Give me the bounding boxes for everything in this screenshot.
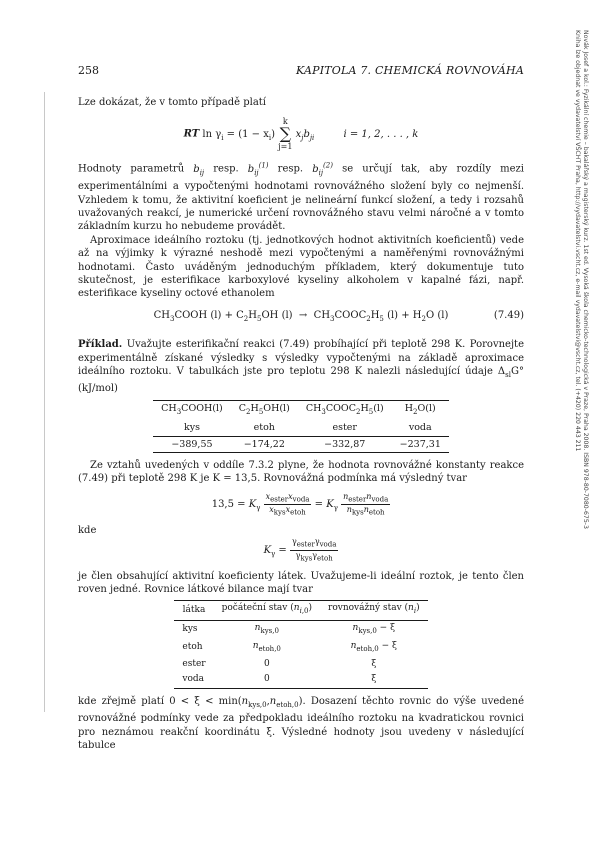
- table1-header: $CH_3COOC_2H_5(l)$: [298, 400, 392, 420]
- table2-cell: ester: [182, 658, 206, 669]
- page-header: [78, 64, 524, 80]
- equilibrium-condition: $13,5 = K_\gamma$ $\frac{x_{ester}x_{voda}}{x_{kys}x_{etoh}}$ = $K_\gamma$ $\frac{n_{ester}n_{voda}}{n_{kys}n_{etoh}}$: [211, 491, 389, 517]
- table2-cell: ξ: [371, 658, 377, 669]
- table1-header: $H_2O(l)$: [392, 400, 449, 420]
- paragraph-1: Hodnoty parametrů $b_{ij}$ resp. $b_{ij}^{(1)}$ resp. $b_{ij}^{(2)}$ se určují tak, aby rozdíly mezi experimentálními a vypočtenými hodnotami rovnovážného složení byly co nejmenší. Vzhledem k tomu, že aktivitní koeficient je nelineární funkcí složení, a tedy i rozsahů uvažovaných reakcí, je numerické určení rovnovážného stavu velmi náročné a v tomto základním kurzu ho nebudeme provádět.: [78, 161, 524, 233]
- equation-number: (7.49): [493, 309, 524, 321]
- table2-cell: etoh: [182, 642, 203, 653]
- table1-header: $C_2H_5OH(l)$: [231, 400, 298, 420]
- table2-cell: 0: [214, 672, 320, 688]
- reaction-equation: $CH_3COOH$ $(l) + C_2H_5OH$ $(l) \to CH_3COOC_2H_5$ $(l) + H_2O$ (l) (7.49): [153, 309, 524, 323]
- intro-text: Lze dokázat, že v tomto případě platí: [78, 97, 267, 108]
- paragraph-2: Aproximace ideálního roztoku (tj. jednotkových hodnot aktivitních koeficientů) vede až na výjimky k výrazné neshodě mezi vypočtenými a naměřenými rovnovážnými hodnotami. Často uváděným jednoduchým příkladem, který dokumentuje tuto skutečnost, je esterifikace karboxylové kyseliny alkoholem v kapalné fázi, např. esterifikace kyseliny octové ethanolem: [78, 234, 524, 300]
- chapter-title: KAPITOLA 7. CHEMICKÁ ROVNOVÁHA: [295, 64, 524, 77]
- page-number: 258: [78, 64, 99, 77]
- table2-cell: ξ: [320, 672, 428, 688]
- table1-value: −174,22: [231, 436, 298, 452]
- table1-value: −332,87: [298, 436, 392, 452]
- paragraph-3: Ze vztahů uvedených v oddíle 7.3.2 plyne, že hodnota rovnovážné konstanty reakce (7.49) při teplotě 298 K je K = 13,5. Rovnovážná podmínka má výsledný tvar: [78, 459, 524, 485]
- eq1-rt: RT: [183, 128, 200, 140]
- margin-rule: [44, 92, 45, 712]
- table2-cell: kys: [182, 623, 198, 634]
- kde-text: kde: [78, 524, 97, 536]
- table2-cell: voda: [174, 672, 213, 688]
- table2-cell: $n_{etoh,0}$: [252, 640, 281, 653]
- side-note: [563, 30, 589, 630]
- table1-header: $CH_3COOH(l)$: [153, 400, 231, 420]
- eq1-range: i = 1, 2, . . . , k: [343, 128, 419, 140]
- paragraph-4: je člen obsahující aktivitní koeficienty látek. Uvažujeme-li ideální roztok, je tento člen roven jedné. Rovnice látkové bilance mají tvar: [78, 570, 524, 595]
- table1-name: etoh: [253, 422, 275, 434]
- activity-term: $K_\gamma$ = $\frac{\gamma_{ester}\gamma_{voda}}{\gamma_{kys}\gamma_{etoh}}$: [263, 537, 337, 563]
- gibbs-energy-table: [153, 400, 449, 453]
- page-content: [78, 96, 524, 752]
- side-note-line-2: Kniha lze objednat ve vydavatelství VŠCHT Praha, http://vydavatelstvi.vscht.cz, e-mail vydavatelstvi@vscht.cz, tel. (+420) 220 443 211: [574, 30, 581, 452]
- table2-cell: $n_{kys,0}$: [254, 622, 279, 635]
- paragraph-5: kde zřejmě platí $0 < \xi < \min(n_{kys,0},n_{etoh,0})$. Dosazení těchto rovnic do výše uvedené rovnovážné podmínky vede za předpokladu ideálního roztoku na kvadratickou rovnici pro neznámou reakční koordinátu ξ. Výsledné hodnoty jsou uvedeny v následující tabulce: [78, 695, 524, 751]
- balance-table: [174, 600, 427, 688]
- side-note-line-1: Novák Josef a kol.: Fyzikální chemie – bakalářský a magisterský kurz. 1st ed. Vysoká škola chemicko-technologická v Praze, Praha 2008. ISBN 978-80-7080-675-3: [582, 30, 589, 529]
- table1-name: voda: [408, 422, 432, 434]
- example-paragraph: Příklad. Uvažujte esterifikační reakci (7.49) probíhající při teplotě 298 K. Porovnejte experimentálně získané výsledky s výsledky vypočtenými na základě aproximace ideálního roztoku. V tabulkách jste pro teplotu 298 K nalezli následující údaje $\Delta_{sl}G^\circ$ (kJ/mol): [78, 339, 524, 395]
- table2-header: počáteční stav $(n_{i,0})$: [214, 601, 320, 620]
- table1-value: −237,31: [392, 436, 449, 452]
- equation-activity: RT $\ln \gamma_i = (1 - x_i)$ k ∑ j=1 $x_jb_{ji}$ i = 1, 2, . . . , k: [183, 117, 419, 152]
- table1-value: −389,55: [153, 436, 231, 452]
- example-label: Příklad.: [78, 339, 123, 351]
- sum-symbol: k ∑ j=1: [278, 117, 293, 152]
- table2-header: rovnovážný stav $(n_i)$: [320, 601, 428, 620]
- table1-name: ester: [332, 422, 357, 434]
- table2-cell: 0: [263, 658, 270, 669]
- table1-name: kys: [183, 422, 200, 434]
- table2-header: látka: [174, 601, 213, 620]
- table2-cell: $n_{etoh,0} - \xi$: [350, 640, 397, 653]
- table2-cell: $n_{kys,0} - \xi$: [352, 622, 396, 635]
